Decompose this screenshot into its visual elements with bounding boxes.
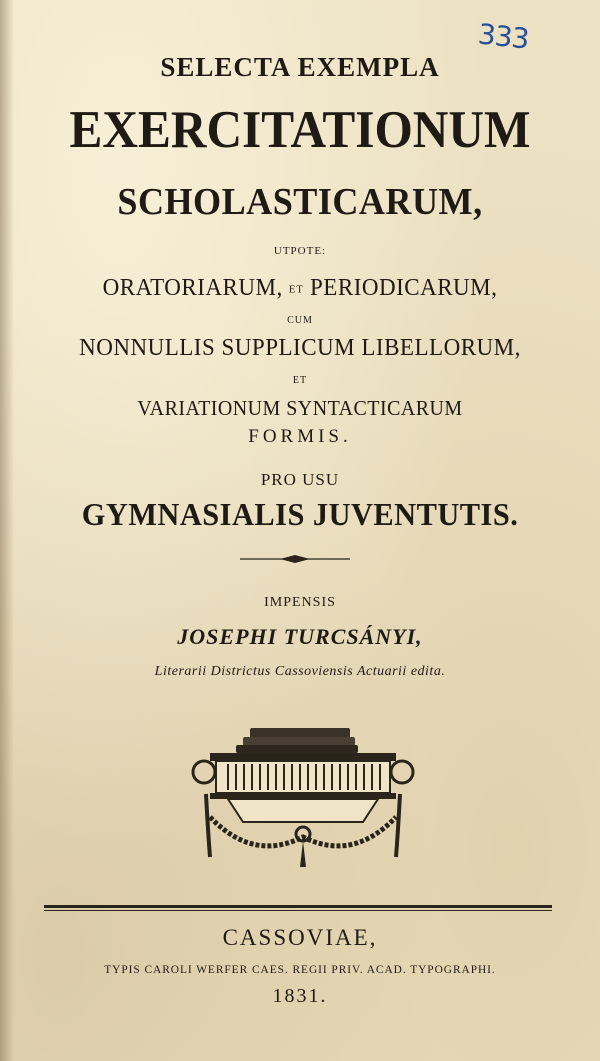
title-line-2: EXERCITATIONUM	[69, 101, 531, 159]
ornamental-rule	[240, 552, 350, 566]
title-line-8: ET	[292, 375, 308, 386]
title-line-5	[12, 275, 588, 302]
publisher-description: Literarii Districtus Cassoviensis Actuarii edita.	[154, 664, 446, 679]
title-line-6: CUM	[287, 315, 313, 326]
title-line-5-part-a: ORATORIARUM,	[102, 275, 283, 301]
title-line-5-conjunction: ET	[288, 283, 304, 296]
double-rule-divider	[44, 905, 552, 913]
imprint-year: 1831.	[272, 985, 328, 1007]
title-line-5-part-c: PERIODICARUM,	[310, 275, 498, 301]
title-line-4: UTPOTE:	[273, 245, 327, 257]
title-line-7: NONNULLIS SUPPLICUM LIBELLORUM,	[79, 335, 521, 361]
title-line-3: SCHOLASTICARUM,	[117, 181, 483, 223]
publisher-name: JOSEPHI TURCSÁNYI,	[177, 624, 423, 649]
impensis-label: IMPENSIS	[264, 595, 336, 610]
title-line-10: FORMIS.	[248, 426, 352, 447]
double-rule-thin	[44, 910, 552, 911]
handwritten-catalog-number: 333	[476, 17, 531, 56]
title-line-1: SELECTA EXEMPLA	[160, 52, 440, 82]
title-line-12: GYMNASIALIS JUVENTUTIS.	[81, 496, 519, 532]
title-line-11: PRO USU	[260, 470, 340, 489]
title-line-9: VARIATIONUM SYNTACTICARUM	[137, 396, 463, 420]
imprint-printer: TYPIS CAROLI WERFER CAES. REGII PRIV. ACAD. TYPOGRAPHI.	[104, 962, 496, 976]
double-rule-thick	[44, 905, 552, 908]
imprint-city: CASSOVIAE,	[222, 925, 378, 950]
book-vignette-icon	[188, 722, 418, 872]
page-spine-shadow	[0, 0, 14, 1061]
